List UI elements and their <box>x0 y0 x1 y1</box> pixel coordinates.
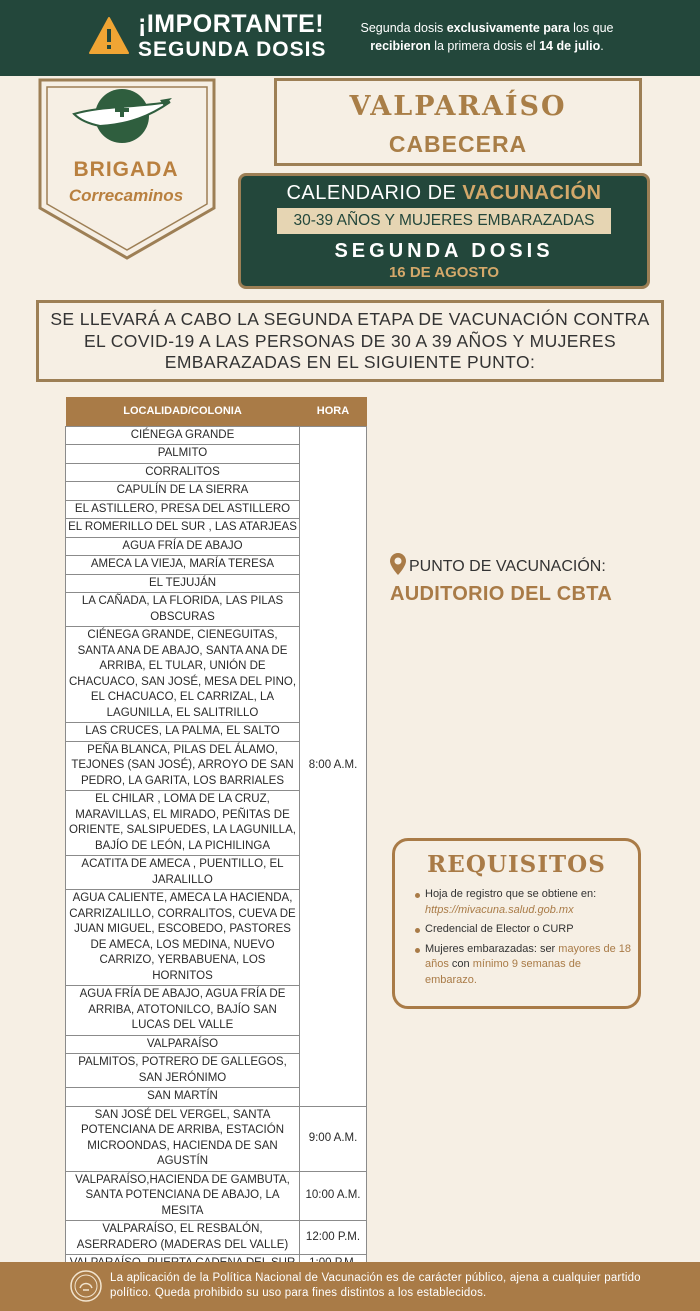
dose-label: SEGUNDA DOSIS <box>334 240 554 262</box>
table-row <box>66 426 367 445</box>
place-box <box>274 78 642 166</box>
table-row <box>66 1106 367 1171</box>
locality-cell: PEÑA BLANCA, PILAS DEL ÁLAMO, TEJONES (SAN JOSÉ), ARROYO DE SAN PEDRO, LA GARITA, LOS BARRIALES <box>66 741 300 791</box>
vaccination-point-label: PUNTO DE VACUNACIÓN: <box>409 558 606 575</box>
city-sub: CABECERA <box>388 131 528 157</box>
locality-cell: AMECA LA VIEJA, MARÍA TERESA <box>66 556 300 575</box>
brigada-title: BRIGADA <box>73 158 179 181</box>
location-pin-icon <box>390 553 406 575</box>
table-row <box>66 1221 367 1255</box>
table-row <box>66 1171 367 1221</box>
calendar-box <box>238 173 650 289</box>
schedule-table <box>65 397 367 1274</box>
correcaminos-title: Correcaminos <box>68 186 184 205</box>
locality-cell: SAN JOSÉ DEL VERGEL, SANTA POTENCIANA DE ARRIBA, ESTACIÓN MICROONDAS, HACIENDA DE SAN AGUSTÍN <box>66 1106 300 1171</box>
locality-cell: VALPARAÍSO,HACIENDA DE GAMBUTA, SANTA POTENCIANA DE ABAJO, LA MESITA <box>66 1171 300 1221</box>
locality-cell: VALPARAÍSO <box>66 1035 300 1054</box>
vaccination-point-value: AUDITORIO DEL CBTA <box>390 583 613 605</box>
time-cell: 10:00 A.M. <box>300 1171 367 1221</box>
locality-cell: AGUA FRÍA DE ABAJO <box>66 537 300 556</box>
important-heading: ¡IMPORTANTE! <box>138 10 325 38</box>
locality-cell: EL ASTILLERO, PRESA DEL ASTILLERO <box>66 500 300 519</box>
registration-link[interactable]: https://mivacuna.salud.gob.mx <box>425 903 574 916</box>
table-header-row <box>66 397 367 426</box>
locality-cell: EL TEJUJÁN <box>66 574 300 593</box>
time-cell: 9:00 A.M. <box>300 1106 367 1171</box>
locality-cell: SAN MARTÍN <box>66 1088 300 1107</box>
requirements-title: REQUISITOS <box>427 851 606 878</box>
locality-cell: ACATITA DE AMECA , PUENTILLO, EL JARALILLO <box>66 856 300 890</box>
locality-cell: CAPULÍN DE LA SIERRA <box>66 482 300 501</box>
list-item: Hoja de registro que se obtiene en: https://mivacuna.salud.gob.mx <box>415 887 635 918</box>
second-dose-heading: SEGUNDA DOSIS <box>138 38 327 61</box>
footer-disclaimer <box>0 1262 700 1311</box>
dose-date: 16 DE AGOSTO <box>388 264 500 281</box>
locality-cell: PALMITOS, POTRERO DE GALLEGOS, SAN JERÓNIMO <box>66 1054 300 1088</box>
locality-cell: LAS CRUCES, LA PALMA, EL SALTO <box>66 723 300 742</box>
calendar-title: CALENDARIO DE VACUNACIÓN <box>286 182 602 204</box>
locality-cell: CIÉNEGA GRANDE, CIENEGUITAS, SANTA ANA DE ABAJO, SANTA ANA DE ARRIBA, EL TULAR, UNIÓN DE CHACUACO, SAN JOSÉ, MESA DEL PINO, EL CHACUACO, EL CARRIZAL, LA LAGUNILLA, EL SALITRILLO <box>66 627 300 723</box>
target-group: 30-39 AÑOS Y MUJERES EMBARAZADAS <box>277 208 611 234</box>
city-name: VALPARAÍSO <box>349 91 567 122</box>
list-item: Credencial de Elector o CURP <box>415 922 635 938</box>
list-item: Mujeres embarazadas: ser mayores de 18 años con mínimo 9 semanas de embarazo. <box>415 942 635 989</box>
requirements-list <box>415 887 635 992</box>
locality-cell: AGUA FRÍA DE ABAJO, AGUA FRÍA DE ARRIBA, ATOTONILCO, BAJÍO SAN LUCAS DEL VALLE <box>66 986 300 1036</box>
correcaminos-logo <box>70 86 174 148</box>
intro-text: SE LLEVARÁ A CABO LA SEGUNDA ETAPA DE VACUNACIÓN CONTRA EL COVID-19 A LAS PERSONAS DE 30 A 39 AÑOS Y MUJERES EMBARAZADAS EN EL SIGUIENTE PUNTO: <box>36 300 664 382</box>
locality-cell: PALMITO <box>66 445 300 464</box>
column-header-time: HORA <box>300 397 367 426</box>
locality-cell: CORRALITOS <box>66 463 300 482</box>
locality-cell: VALPARAÍSO, EL RESBALÓN, ASERRADERO (MADERAS DEL VALLE) <box>66 1221 300 1255</box>
important-banner <box>0 0 700 76</box>
footer-text: La aplicación de la Política Nacional de Vacunación es de carácter público, ajena a cualquier partido político. Queda prohibido su uso para fines distintos a los establecidos. <box>110 1272 641 1299</box>
time-cell: 8:00 A.M. <box>300 426 367 1106</box>
government-seal-icon <box>70 1270 102 1302</box>
locality-cell: LA CAÑADA, LA FLORIDA, LAS PILAS OBSCURAS <box>66 593 300 627</box>
time-cell: 12:00 P.M. <box>300 1221 367 1255</box>
warning-icon <box>89 16 129 56</box>
locality-cell: CIÉNEGA GRANDE <box>66 426 300 445</box>
locality-cell: AGUA CALIENTE, AMECA LA HACIENDA, CARRIZALILLO, CORRALITOS, CUEVA DE JUAN MIGUEL, ESCOBEDO, PASTORES DE AMECA, LOS MEDINA, NUEVO CARRIZO, YERBABUENA, LOS HORNITOS <box>66 890 300 986</box>
column-header-locality: LOCALIDAD/COLONIA <box>66 397 300 426</box>
banner-note: Segunda dosis exclusivamente para los que recibieron la primera dosis el 14 de julio. <box>360 21 614 53</box>
locality-cell: EL CHILAR , LOMA DE LA CRUZ, MARAVILLAS, EL MIRADO, PEÑITAS DE ORIENTE, SALSIPUEDES, LA LAGUNILLA, BAJÍO DE LEÓN, LA PICHILINGA <box>66 791 300 856</box>
locality-cell: EL ROMERILLO DEL SUR , LAS ATARJEAS <box>66 519 300 538</box>
requirements-box <box>392 838 641 1009</box>
